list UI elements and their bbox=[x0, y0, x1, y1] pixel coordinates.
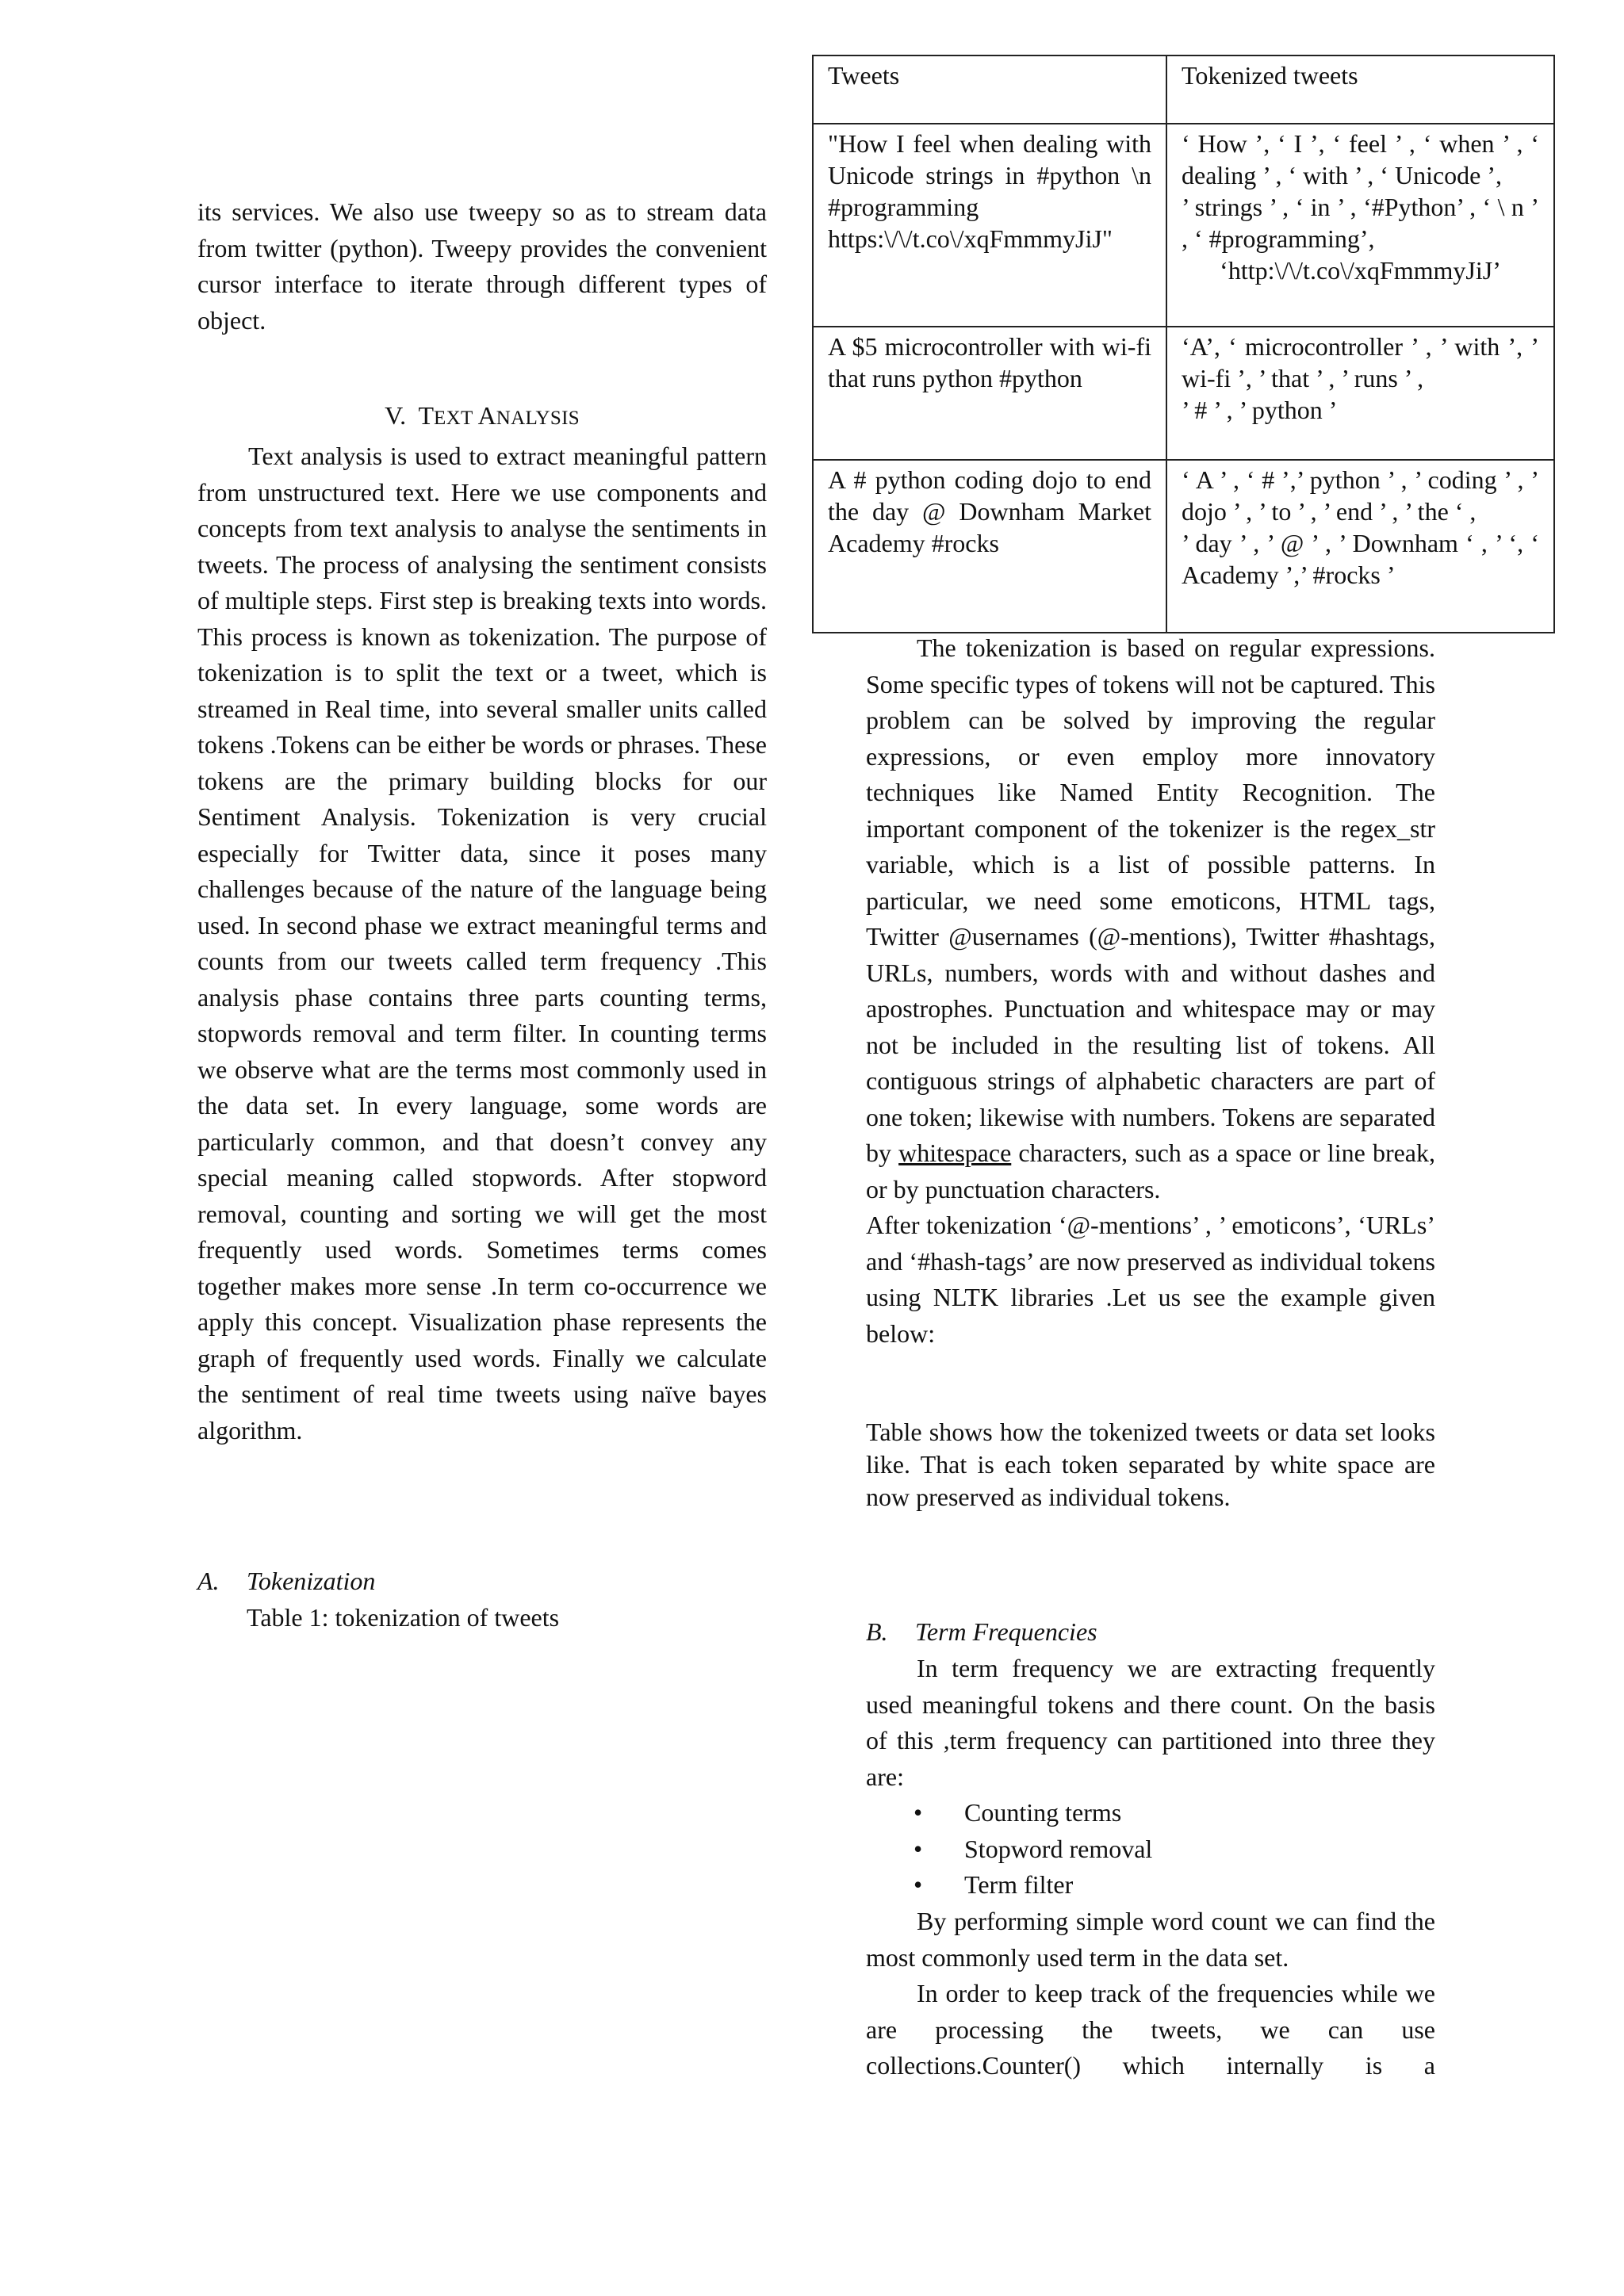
token-line: ’ strings ’ , ‘ in ’ , ‘#Python’ , ‘ \ n ’ , ‘ #programming’, bbox=[1182, 193, 1539, 253]
regex-section bbox=[866, 630, 1435, 1352]
tweet-cell: A # python coding dojo to end the day @ Downham Market Academy #rocks bbox=[813, 460, 1166, 633]
term-frequency-paragraph: In term frequency we are extracting frequently used meaningful tokens and there count. On the basis of this ,term frequency can partitioned into three they are: bbox=[866, 1654, 1435, 1791]
list-item: • Term filter bbox=[866, 1867, 1435, 1904]
bullet-icon: • bbox=[914, 1798, 923, 1827]
token-line: ‘http:\/\/t.co\/xqFmmmyJiJ’ bbox=[1220, 256, 1501, 285]
tokens-cell bbox=[1166, 460, 1554, 633]
tweet-cell: A $5 microcontroller with wi-fi that runs python #python bbox=[813, 327, 1166, 460]
counter-paragraph: In order to keep track of the frequencies while we are processing the tweets, we can use collections.Counter() which internally is a bbox=[866, 1979, 1435, 2080]
subsection-b-letter: B. bbox=[866, 1617, 888, 1646]
term-frequency-section bbox=[866, 1651, 1435, 1904]
subsection-a-letter: A. bbox=[197, 1567, 220, 1595]
text-analysis-paragraph: Text analysis is used to extract meaningful pattern from unstructured text. Here we use components and concepts from text analysis to analyse the sentiments in tweets. The process of analysing the sentiment consists of multiple steps. First step is breaking texts into words. This process is known as tokenization. The purpose of tokenization is to split the text or a tweet, which is streamed in Real time, into several smaller units called tokens .Tokens can be either be words or phrases. These tokens are the primary building blocks for our Sentiment Analysis. Tokenization is very crucial especially for Twitter data, since it poses many challenges because of the nature of the language being used. In second phase we extract meaningful terms and counts from our tweets called term frequency .This analysis phase contains three parts counting terms, stopwords removal and term filter. In counting terms we observe what are the terms most commonly used in the data set. In every language, some words are particularly common, and that doesn’t convey any special meaning called stopwords. After stopword removal, counting and sorting we will get the most frequently used words. Sometimes terms comes together makes more sense .In term co-occurrence we apply this concept. Visualization phase represents the graph of frequently used words. Finally we calculate the sentiment of real time tweets using naïve bayes algorithm. bbox=[197, 442, 767, 1445]
table-note-paragraph: Table shows how the tokenized tweets or data set looks like. That is each token separated by white space are now preserved as individual tokens. bbox=[866, 1418, 1435, 1511]
table-header-tokenized: Tokenized tweets bbox=[1166, 55, 1554, 124]
table-note bbox=[866, 1416, 1435, 1513]
tokens-cell bbox=[1166, 327, 1554, 460]
intro-paragraph bbox=[197, 194, 767, 339]
list-item: • Counting terms bbox=[866, 1795, 1435, 1831]
bullet-icon: • bbox=[914, 1834, 923, 1863]
token-line: ‘ A ’ , ‘ # ’,’ python ’ , ’ coding ’ , ’ dojo ’ , ’ to ’ , ’ end ’ , ’ the ‘ , bbox=[1182, 465, 1539, 526]
section-heading bbox=[197, 398, 767, 437]
token-line: ’ # ’ , ’ python ’ bbox=[1182, 396, 1338, 424]
whitespace-term: whitespace bbox=[898, 1138, 1012, 1167]
text-analysis-section bbox=[197, 438, 767, 1448]
subsection-a-heading bbox=[197, 1563, 767, 1600]
term-frequency-list bbox=[866, 1795, 1435, 1904]
table-row bbox=[813, 124, 1554, 327]
intro-text: its services. We also use tweepy so as to stream data from twitter (python). Tweepy provides the convenient cursor interface to iterate through different types of object. bbox=[197, 197, 767, 335]
subsection-b-title: Term Frequencies bbox=[915, 1617, 1097, 1646]
subsection-b-heading bbox=[866, 1614, 1435, 1651]
section-title: TEXT ANALYSIS bbox=[418, 401, 580, 430]
section-number: V. bbox=[385, 401, 407, 430]
tweet-cell: "How I feel when dealing with Unicode strings in #python \n #programming https:\/\/t.co\/xqFmmmyJiJ" bbox=[813, 124, 1166, 327]
bullet-icon: • bbox=[914, 1870, 923, 1899]
token-line: ‘A’, ‘ microcontroller ’ , ’ with ’, ’ wi-fi ’, ’ that ’ , ’ runs ’ , bbox=[1182, 332, 1539, 392]
list-item: • Stopword removal bbox=[866, 1831, 1435, 1868]
regex-paragraph: The tokenization is based on regular expressions. Some specific types of tokens will not be captured. This problem can be solved by improving the regular expressions, or even employ more innovatory techniques like Named Entity Recognition. The important component of the tokenizer is the regex_str variable, which is a list of possible patterns. In particular, we need some emoticons, HTML tags, Twitter @usernames (@-mentions), Twitter #hashtags, URLs, numbers, words with and without dashes and apostrophes. Punctuation and whitespace may or may not be included in the resulting list of tokens. All contiguous strings of alphabetic characters are part of one token; likewise with numbers. Tokens are separated by whitespace characters, such as a space or line break, or by punctuation characters. bbox=[866, 633, 1436, 1203]
table-caption: Table 1: tokenization of tweets bbox=[247, 1603, 560, 1632]
subsection-a-title: Tokenization bbox=[247, 1567, 376, 1595]
after-tokenization-paragraph: After tokenization ‘@-mentions’ , ’ emoticons’, ‘URLs’ and ‘#hash-tags’ are now preserved as individual tokens using NLTK libraries .Let us see the example given below: bbox=[866, 1211, 1435, 1348]
tokenization-table bbox=[812, 55, 1555, 633]
token-line: ’ day ’ , ’ @ ’ , ’ Downham ‘ , ’ ‘, ‘ Academy ’,’ #rocks ’ bbox=[1182, 529, 1539, 589]
table-header-row bbox=[813, 55, 1554, 124]
table-row bbox=[813, 327, 1554, 460]
token-line: ‘ How ’, ‘ I ’, ‘ feel ’ , ‘ when ’ , ‘ dealing ’ , ‘ with ’ , ‘ Unicode ’, bbox=[1182, 129, 1539, 189]
table-row bbox=[813, 460, 1554, 633]
tokens-cell bbox=[1166, 124, 1554, 327]
table-header-tweets: Tweets bbox=[813, 55, 1166, 124]
word-count-paragraph: By performing simple word count we can find the most commonly used term in the data set. bbox=[866, 1907, 1435, 1972]
counting-section bbox=[866, 1904, 1435, 2084]
